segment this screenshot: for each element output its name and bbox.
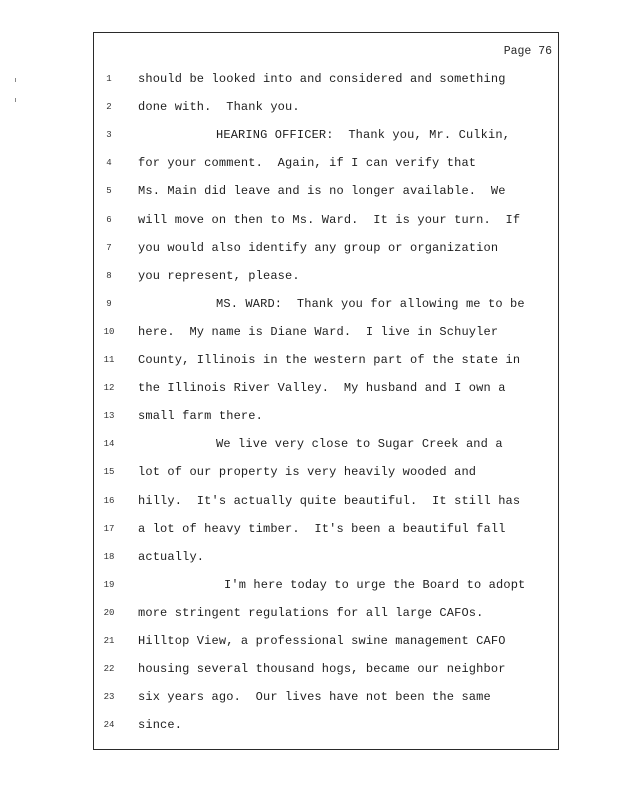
line-text: We live very close to Sugar Creek and a [216,437,503,452]
line-number: 23 [103,692,115,703]
line-text: Ms. Main did leave and is no longer available. We [138,184,506,199]
transcript-line [94,463,560,491]
line-text: done with. Thank you. [138,100,300,115]
transcript-line [94,154,560,182]
transcript-line [94,126,560,154]
page-number: Page 76 [503,45,552,58]
line-number: 24 [103,720,115,731]
transcript-line [94,520,560,548]
line-text: a lot of heavy timber. It's been a beautiful fall [138,521,506,536]
line-number: 4 [106,158,112,169]
line-text: since. [138,718,183,733]
line-text: here. My name is Diane Ward. I live in Schuyler [138,324,499,339]
transcript-line [94,211,560,239]
line-text: will move on then to Ms. Ward. It is your turn. If [138,212,521,227]
transcript-line [94,548,560,576]
line-text: I'm here today to urge the Board to adopt [224,577,526,592]
line-number: 10 [103,326,115,337]
scan-mark [15,78,16,82]
line-number: 17 [103,523,115,534]
transcript-line [94,492,560,520]
line-text: the Illinois River Valley. My husband and I own a [138,381,506,396]
line-number: 11 [103,355,115,365]
line-number: 22 [103,664,115,675]
line-text: MS. WARD: Thank you for allowing me to be [216,296,525,311]
line-number: 18 [103,551,115,562]
line-number: 14 [103,439,115,450]
line-number: 13 [103,411,115,422]
transcript-line [94,182,560,210]
line-text: six years ago. Our lives have not been the same [138,690,491,705]
line-text: should be looked into and considered and something [138,72,506,86]
transcript-line [94,323,560,351]
line-number: 5 [106,186,112,197]
line-text: HEARING OFFICER: Thank you, Mr. Culkin, [216,128,511,143]
line-number: 21 [103,636,115,646]
line-text: lot of our property is very heavily wooded and [138,465,477,480]
line-number: 12 [103,383,115,394]
transcript-line [94,660,560,688]
line-text: housing several thousand hogs, became our neighbor [138,662,506,677]
scan-mark [15,98,16,102]
line-number: 9 [106,298,112,309]
transcript-line [94,70,560,98]
line-number: 19 [103,579,115,590]
transcript-line [94,379,560,407]
transcript-line [94,295,560,323]
line-number: 15 [103,467,115,478]
line-text: small farm there. [138,409,263,424]
transcript-line [94,407,560,435]
transcript-line [94,716,560,744]
line-number: 16 [103,495,115,506]
line-text: Hilltop View, a professional swine management CAFO [138,634,506,648]
line-number: 7 [106,242,112,253]
line-text: you represent, please. [138,268,300,283]
line-number: 2 [106,102,112,113]
line-number: 8 [106,270,112,281]
line-number: 3 [106,130,112,141]
transcript-line [94,351,560,379]
line-text: for your comment. Again, if I can verify that [138,156,477,171]
transcript-line [94,239,560,267]
line-number: 6 [106,214,112,225]
transcript-line [94,98,560,126]
line-text: hilly. It's actually quite beautiful. It still has [138,493,521,508]
transcript-line [94,604,560,632]
line-number: 20 [103,607,115,618]
line-text: you would also identify any group or organization [138,240,499,255]
line-number: 1 [106,74,112,84]
line-text: County, Illinois in the western part of the state in [138,353,521,367]
transcript-line [94,435,560,463]
transcript-page [93,32,559,750]
line-text: more stringent regulations for all large CAFOs. [138,605,484,620]
transcript-line [94,576,560,604]
transcript-line [94,688,560,716]
transcript-line [94,267,560,295]
transcript-line [94,632,560,660]
line-text: actually. [138,549,205,564]
